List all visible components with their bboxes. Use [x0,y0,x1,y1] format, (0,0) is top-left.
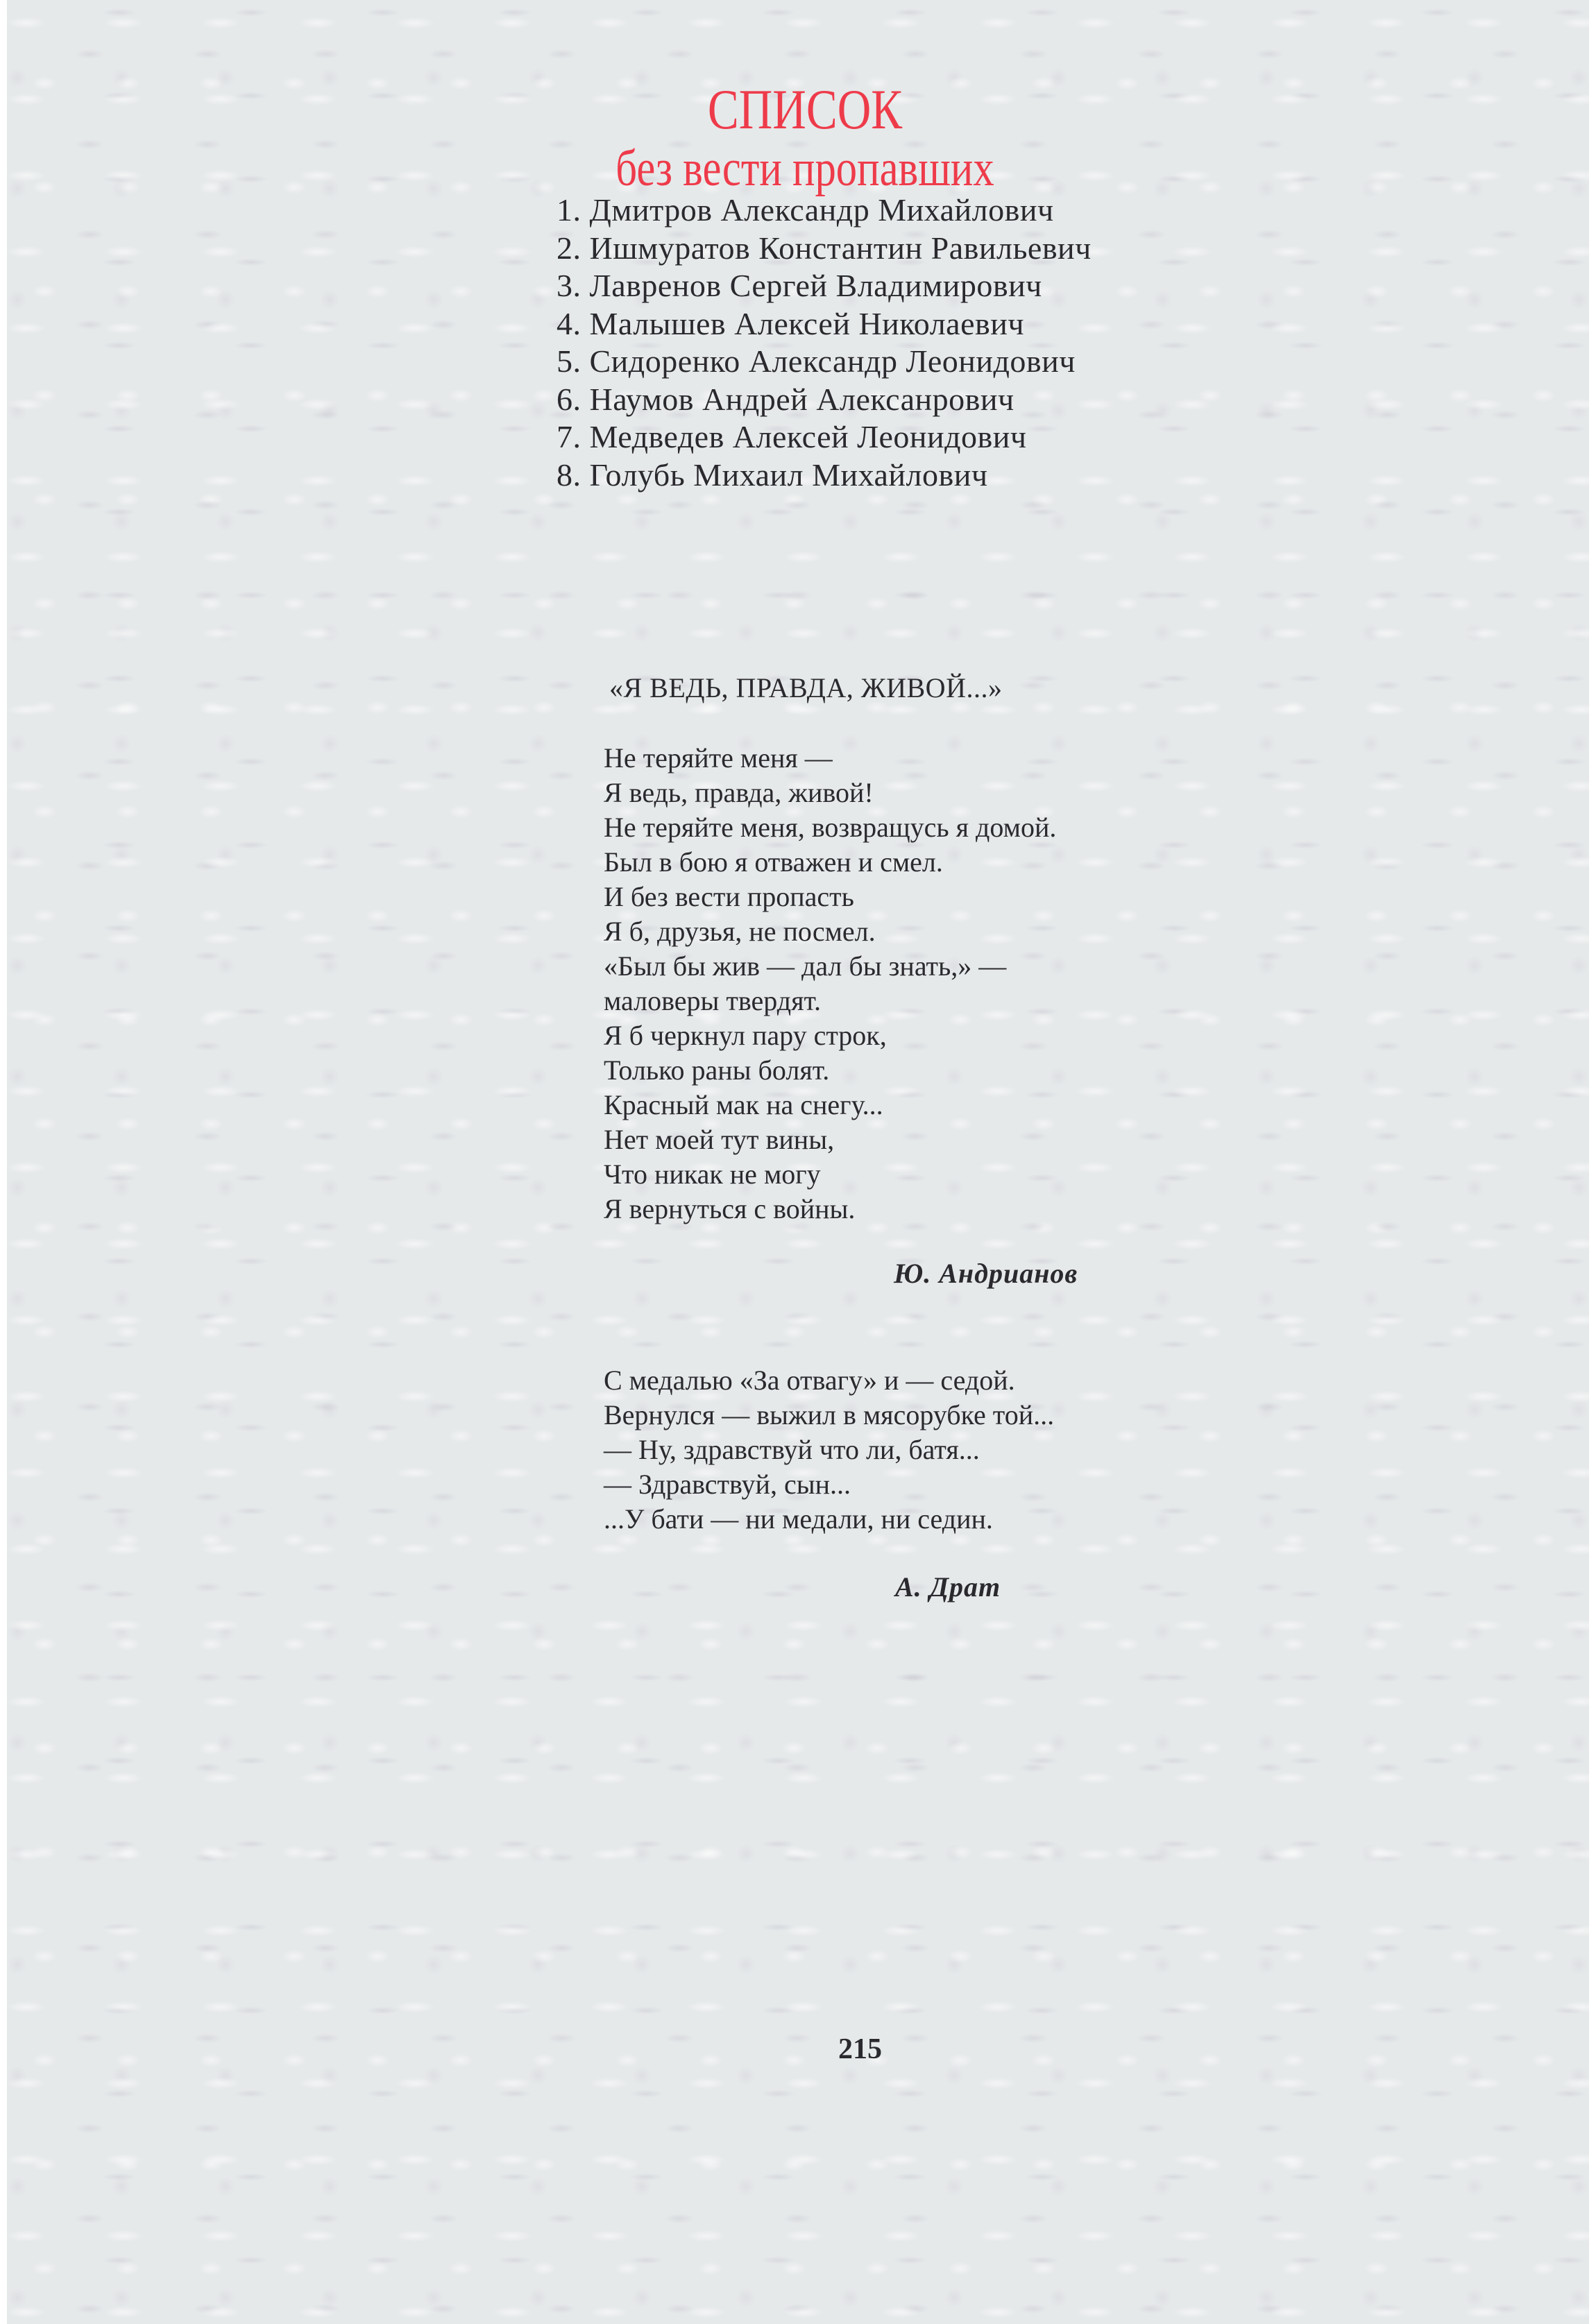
poem-line: маловеры твердят. [604,985,821,1016]
poem-line: — Ну, здравствуй что ли, батя... [604,1434,980,1465]
poem-line: С медалью «За отвагу» и — седой. [604,1365,1015,1396]
poem-line: — Здравствуй, сын... [604,1469,851,1500]
poem-line: Красный мак на снегу... [604,1089,883,1120]
poem-line: Что никак не могу [604,1159,821,1190]
list-item: 1. Дмитров Александр Михайлович [557,192,1054,228]
poem-2-author: А. Драт [895,1571,1001,1603]
list-item: 6. Наумов Андрей Алексанрович [557,381,1015,417]
page-title: СПИСОК [707,77,903,141]
poem-line: ...У бати — ни медали, ни седин. [604,1503,993,1535]
poem-line: Я вернуться с войны. [604,1193,856,1224]
poem-line: Нет моей тут вины, [604,1124,835,1155]
poem-line: Не теряйте меня, возвращусь я домой. [604,812,1057,843]
book-page [7,0,1589,2324]
list-item: 4. Малышев Алексей Николаевич [557,305,1024,341]
list-item: 3. Лавренов Сергей Владимирович [557,268,1042,303]
list-item: 5. Сидоренко Александр Леонидович [557,343,1076,379]
list-item: 8. Голубь Михаил Михайлович [557,456,988,493]
poem-line: Вернулся — выжил в мясорубке той... [604,1399,1055,1430]
page-subtitle: без вести пропавших [616,140,994,198]
poem-title: «Я ВЕДЬ, ПРАВДА, ЖИВОЙ...» [609,672,1003,703]
poem-1-author: Ю. Андрианов [894,1258,1078,1289]
list-item: 7. Медведев Алексей Леонидович [557,419,1027,454]
poem-line: Не теряйте меня — [604,742,833,774]
poem-line: Только раны болят. [604,1054,830,1086]
poem-line: Был в бою я отважен и смел. [604,846,943,878]
list-item: 2. Ишмуратов Константин Равильевич [557,230,1092,266]
poem-line: «Был бы жив — дал бы знать,» — [604,950,1007,982]
poem-line: И без вести пропасть [604,881,854,912]
poem-line: Я ведь, правда, живой! [604,777,874,808]
poem-line: Я б черкнул пару строк, [604,1020,887,1051]
page-number: 215 [838,2033,882,2065]
poem-1 [604,741,1056,1227]
poem-2 [604,1363,1054,1537]
missing-persons-list [557,191,1092,494]
poem-line: Я б, друзья, не посмел. [604,916,876,947]
